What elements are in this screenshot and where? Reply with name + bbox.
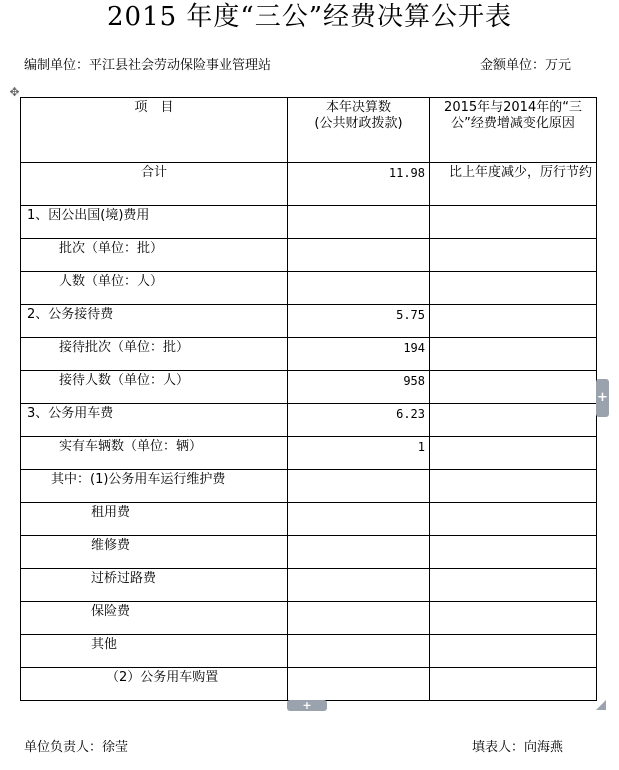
row-label-cell[interactable]: [21, 272, 288, 305]
row-label-cell[interactable]: [21, 569, 288, 602]
row-label-cell[interactable]: [21, 536, 288, 569]
row-reason-cell[interactable]: [430, 668, 597, 701]
row-reason-cell[interactable]: [430, 437, 597, 470]
row-label: 3、公务用车费: [27, 406, 114, 421]
row-value-cell[interactable]: [288, 536, 430, 569]
total-label: 合计: [140, 165, 167, 180]
row-reason-cell[interactable]: [430, 635, 597, 668]
expense-table: [20, 97, 597, 701]
row-reason-cell[interactable]: [430, 503, 597, 536]
total-value-cell[interactable]: [288, 163, 430, 206]
row-value: 194: [403, 341, 425, 355]
row-label: 实有车辆数（单位：辆）: [59, 439, 203, 454]
table-move-icon[interactable]: ✥: [9, 85, 20, 99]
table-row: [21, 668, 597, 701]
header-item[interactable]: [21, 98, 288, 163]
row-reason-cell[interactable]: [430, 404, 597, 437]
header-item-label: 项 目: [134, 100, 174, 115]
row-reason-cell[interactable]: [430, 569, 597, 602]
row-value-cell[interactable]: [288, 602, 430, 635]
row-value: 6.23: [396, 407, 425, 421]
total-reason-cell[interactable]: [430, 163, 597, 206]
row-label-cell[interactable]: [21, 437, 288, 470]
row-label-cell[interactable]: [21, 404, 288, 437]
header-reason-label: 2015年与2014年的“三公”经费增减变化原因: [444, 100, 582, 131]
page-title: 2015 年度“三公”经费决算公开表: [106, 2, 513, 32]
table-row: [21, 272, 597, 305]
table-row: [21, 536, 597, 569]
header-reason[interactable]: [430, 98, 597, 163]
table-row: [21, 206, 597, 239]
table-row: [21, 602, 597, 635]
row-reason-cell[interactable]: [430, 305, 597, 338]
row-value-cell[interactable]: [288, 272, 430, 305]
row-value: 958: [403, 374, 425, 388]
row-value-cell[interactable]: [288, 437, 430, 470]
row-label-cell[interactable]: [21, 338, 288, 371]
table-row: [21, 305, 597, 338]
row-value-cell[interactable]: [288, 569, 430, 602]
table-header-row: [21, 98, 597, 163]
row-reason-cell[interactable]: [430, 239, 597, 272]
table-row: [21, 470, 597, 503]
row-label-cell[interactable]: [21, 635, 288, 668]
row-label: 接待批次（单位：批）: [59, 340, 190, 355]
form-filler: 填表人：向海燕: [472, 740, 564, 755]
row-value-cell[interactable]: [288, 635, 430, 668]
row-label: 1、因公出国(境)费用: [27, 208, 150, 223]
row-reason-cell[interactable]: [430, 371, 597, 404]
row-reason-cell[interactable]: [430, 602, 597, 635]
row-reason-cell[interactable]: [430, 338, 597, 371]
row-label-cell[interactable]: [21, 668, 288, 701]
table-row: [21, 503, 597, 536]
row-reason-cell[interactable]: [430, 272, 597, 305]
table-resize-icon[interactable]: [596, 700, 606, 710]
table-row: [21, 437, 597, 470]
add-column-icon[interactable]: +: [596, 379, 609, 417]
row-reason-cell[interactable]: [430, 536, 597, 569]
row-label: （2）公务用车购置: [106, 670, 219, 685]
table-row: [21, 239, 597, 272]
row-value-cell[interactable]: [288, 206, 430, 239]
row-label-cell[interactable]: [21, 305, 288, 338]
unit-responsible: 单位负责人：徐莹: [24, 740, 129, 755]
row-reason-cell[interactable]: [430, 206, 597, 239]
table-row: [21, 404, 597, 437]
row-value-cell[interactable]: [288, 668, 430, 701]
row-label: 维修费: [91, 538, 131, 553]
header-amount-label: 本年决算数 (公共财政拨款): [314, 100, 403, 131]
compiling-unit: 编制单位：平江县社会劳动保险事业管理站: [24, 58, 272, 73]
row-value-cell[interactable]: [288, 404, 430, 437]
row-label: 租用费: [91, 505, 131, 520]
row-value-cell[interactable]: [288, 503, 430, 536]
row-label-cell[interactable]: [21, 602, 288, 635]
row-label: 其他: [91, 637, 118, 652]
row-value-cell[interactable]: [288, 470, 430, 503]
row-label: 其中：(1)公务用车运行维护费: [51, 472, 226, 487]
table-row: [21, 635, 597, 668]
row-value: 5.75: [396, 308, 425, 322]
header-amount[interactable]: [288, 98, 430, 163]
row-label: 2、公务接待费: [27, 307, 114, 322]
row-value-cell[interactable]: [288, 338, 430, 371]
row-value-cell[interactable]: [288, 305, 430, 338]
total-reason: 比上年度减少，厉行节约: [448, 165, 592, 180]
row-value-cell[interactable]: [288, 371, 430, 404]
total-value: 11.98: [388, 166, 425, 180]
row-label: 保险费: [91, 604, 131, 619]
row-label-cell[interactable]: [21, 239, 288, 272]
table-row: [21, 338, 597, 371]
amount-unit: 金额单位：万元: [479, 58, 571, 73]
row-label: 接待人数（单位：人）: [59, 373, 190, 388]
table-row: [21, 569, 597, 602]
table-row: [21, 371, 597, 404]
row-label: 过桥过路费: [91, 571, 157, 586]
table-row-total: [21, 163, 597, 206]
row-value-cell[interactable]: [288, 239, 430, 272]
row-reason-cell[interactable]: [430, 470, 597, 503]
total-label-cell[interactable]: [21, 163, 288, 206]
row-label: 批次（单位：批）: [59, 241, 164, 256]
add-row-icon[interactable]: +: [287, 700, 327, 711]
row-label-cell[interactable]: [21, 206, 288, 239]
row-label-cell[interactable]: [21, 371, 288, 404]
row-value: 1: [417, 440, 425, 454]
row-label: 人数（单位：人）: [59, 274, 164, 289]
row-label-cell[interactable]: [21, 470, 288, 503]
row-label-cell[interactable]: [21, 503, 288, 536]
